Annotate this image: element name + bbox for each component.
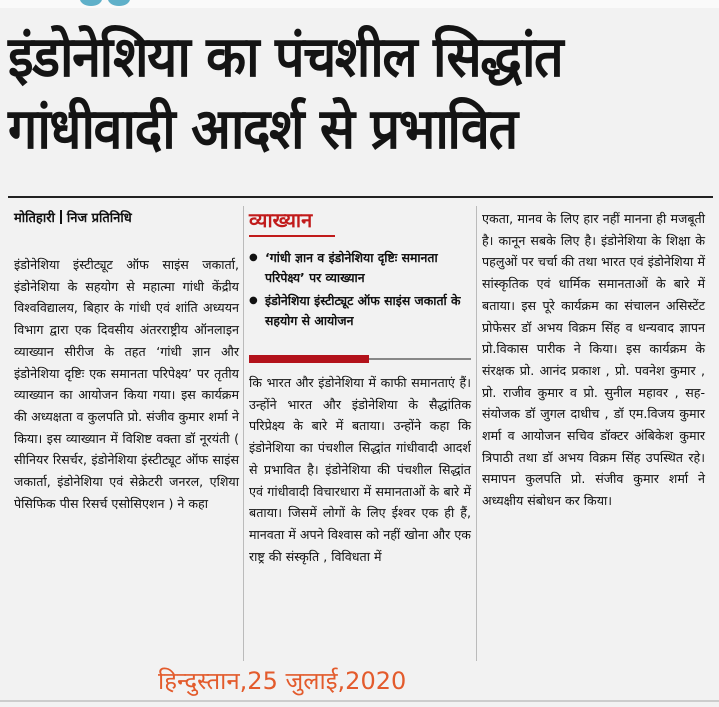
explainer-underline	[249, 235, 335, 237]
explainer-bullet: ● इंडोनेशिया इंस्टीट्यूट ऑफ साइंस जकार्ता के सहयोग से आयोजन	[249, 291, 471, 331]
article-column-3: एकता, मानव के लिए हार नहीं मानना ही मजबूती है। कानून सबके लिए है। इंडोनेशिया के शिक्षा के पहलुओं पर चर्चा की तथा भारत एवं इंडोनेशिया में सांस्कृतिक एवं धार्मिक समानताओं के बारे में बताया। इस पूरे कार्यक्रम का संचालन असिस्टेंट प्रोफेसर डॉ अभय विक्रम सिंह व धन्यवाद ज्ञापन प्रो.विकास पारीक ने किया। इस कार्यक्रम के संरक्षक प्रो. आनंद प्रकाश , प्रो. पवनेश कुमार , प्रो. राजीव कुमार व प्रो. सुनील महावर , सह-संयोजक डॉ जुगल दाधीच , डॉ एम.विजय कुमार शर्मा व आयोजन सचिव डॉक्टर अंबिकेश कुमार त्रिपाठी तथा डॉ अभय विक्रम सिंह उपस्थित रहे। समापन कुलपति प्रो. संजीव कुमार शर्मा ने अध्यक्षीय संबोधन कर किया।	[482, 211, 705, 509]
app-icon	[80, 0, 102, 6]
top-edge	[0, 0, 719, 8]
explainer-bullets	[249, 248, 471, 334]
headline-line-1: इंडोनेशिया का पंचशील सिद्धांत	[8, 25, 563, 90]
article-column-2: कि भारत और इंडोनेशिया में काफी समानताएं हैं। उन्होंने भारत और इंडोनेशिया के सैद्धांतिक परिप्रेक्ष्य के बारे में बताया। उन्होंने कहा कि इंडोनेशिया का पंचशील सिद्धांत गांधीवादी आदर्श से प्रभावित है। इंडोनेशिया की पंचशील सिद्धांत एवं गांधीवादी विचारधारा में समानताओं के बारे में बताया। जिसमें लोगों के लिए ईश्वर एक ही हैं, मानवता में अपने विश्वास को नहीं खोना और एक राष्ट्र की संस्कृति , विविधता में	[249, 375, 471, 564]
explainer-red-bar	[249, 355, 369, 363]
article-headline	[8, 22, 664, 166]
byline-separator	[60, 210, 62, 224]
byline-reporter: निज प्रतिनिधि	[66, 211, 132, 226]
column-divider	[243, 206, 244, 661]
explainer-bullet: ● ‘गांधी ज्ञान व इंडोनेशिया दृष्टिः समानता परिपेक्ष्य’ पर व्याख्यान	[249, 248, 471, 288]
byline	[14, 208, 132, 226]
headline-line-2: गांधीवादी आदर्श से प्रभावित	[8, 97, 517, 162]
explainer-label: व्याख्यान	[249, 208, 313, 232]
explainer-grey-line	[369, 358, 471, 360]
byline-place: मोतिहारी	[14, 211, 55, 226]
column-divider	[476, 206, 477, 661]
app-icon	[108, 0, 130, 6]
headline-divider	[8, 196, 713, 198]
source-date-caption: हिन्दुस्तान,25 जुलाई,2020	[158, 667, 407, 695]
article-column-1: इंडोनेशिया इंस्टीट्यूट ऑफ साइंस जकार्ता, इंडोनेशिया के सहयोग से महात्मा गांधी केंद्रीय विश्वविद्यालय, बिहार के गांधी एवं शांति अध्ययन विभाग द्वारा एक दिवसीय अंतरराष्ट्रीय ऑनलाइन व्याख्यान सीरीज के तहत ‘गांधी ज्ञान और इंडोनेशिया दृष्टिः एक समानता परिपेक्ष्य’ पर तृतीय व्याख्यान का आयोजन किया गया। इस कार्यक्रम की अध्यक्षता व कुलपति प्रो. संजीव कुमार शर्मा ने किया। इस व्याख्यान में विशिष्ट वक्ता डॉ नूरयंती ( सीनियर रिसर्चर, इंडोनेशिया इंस्टीट्यूट ऑफ साइंस जकार्ता, इंडोनेशिया एवं सेक्रेटरी जनरल, एशिया पेसिफिक पीस रिसर्च एसोसिएशन ) ने कहा	[14, 257, 239, 511]
bottom-edge	[0, 700, 719, 702]
